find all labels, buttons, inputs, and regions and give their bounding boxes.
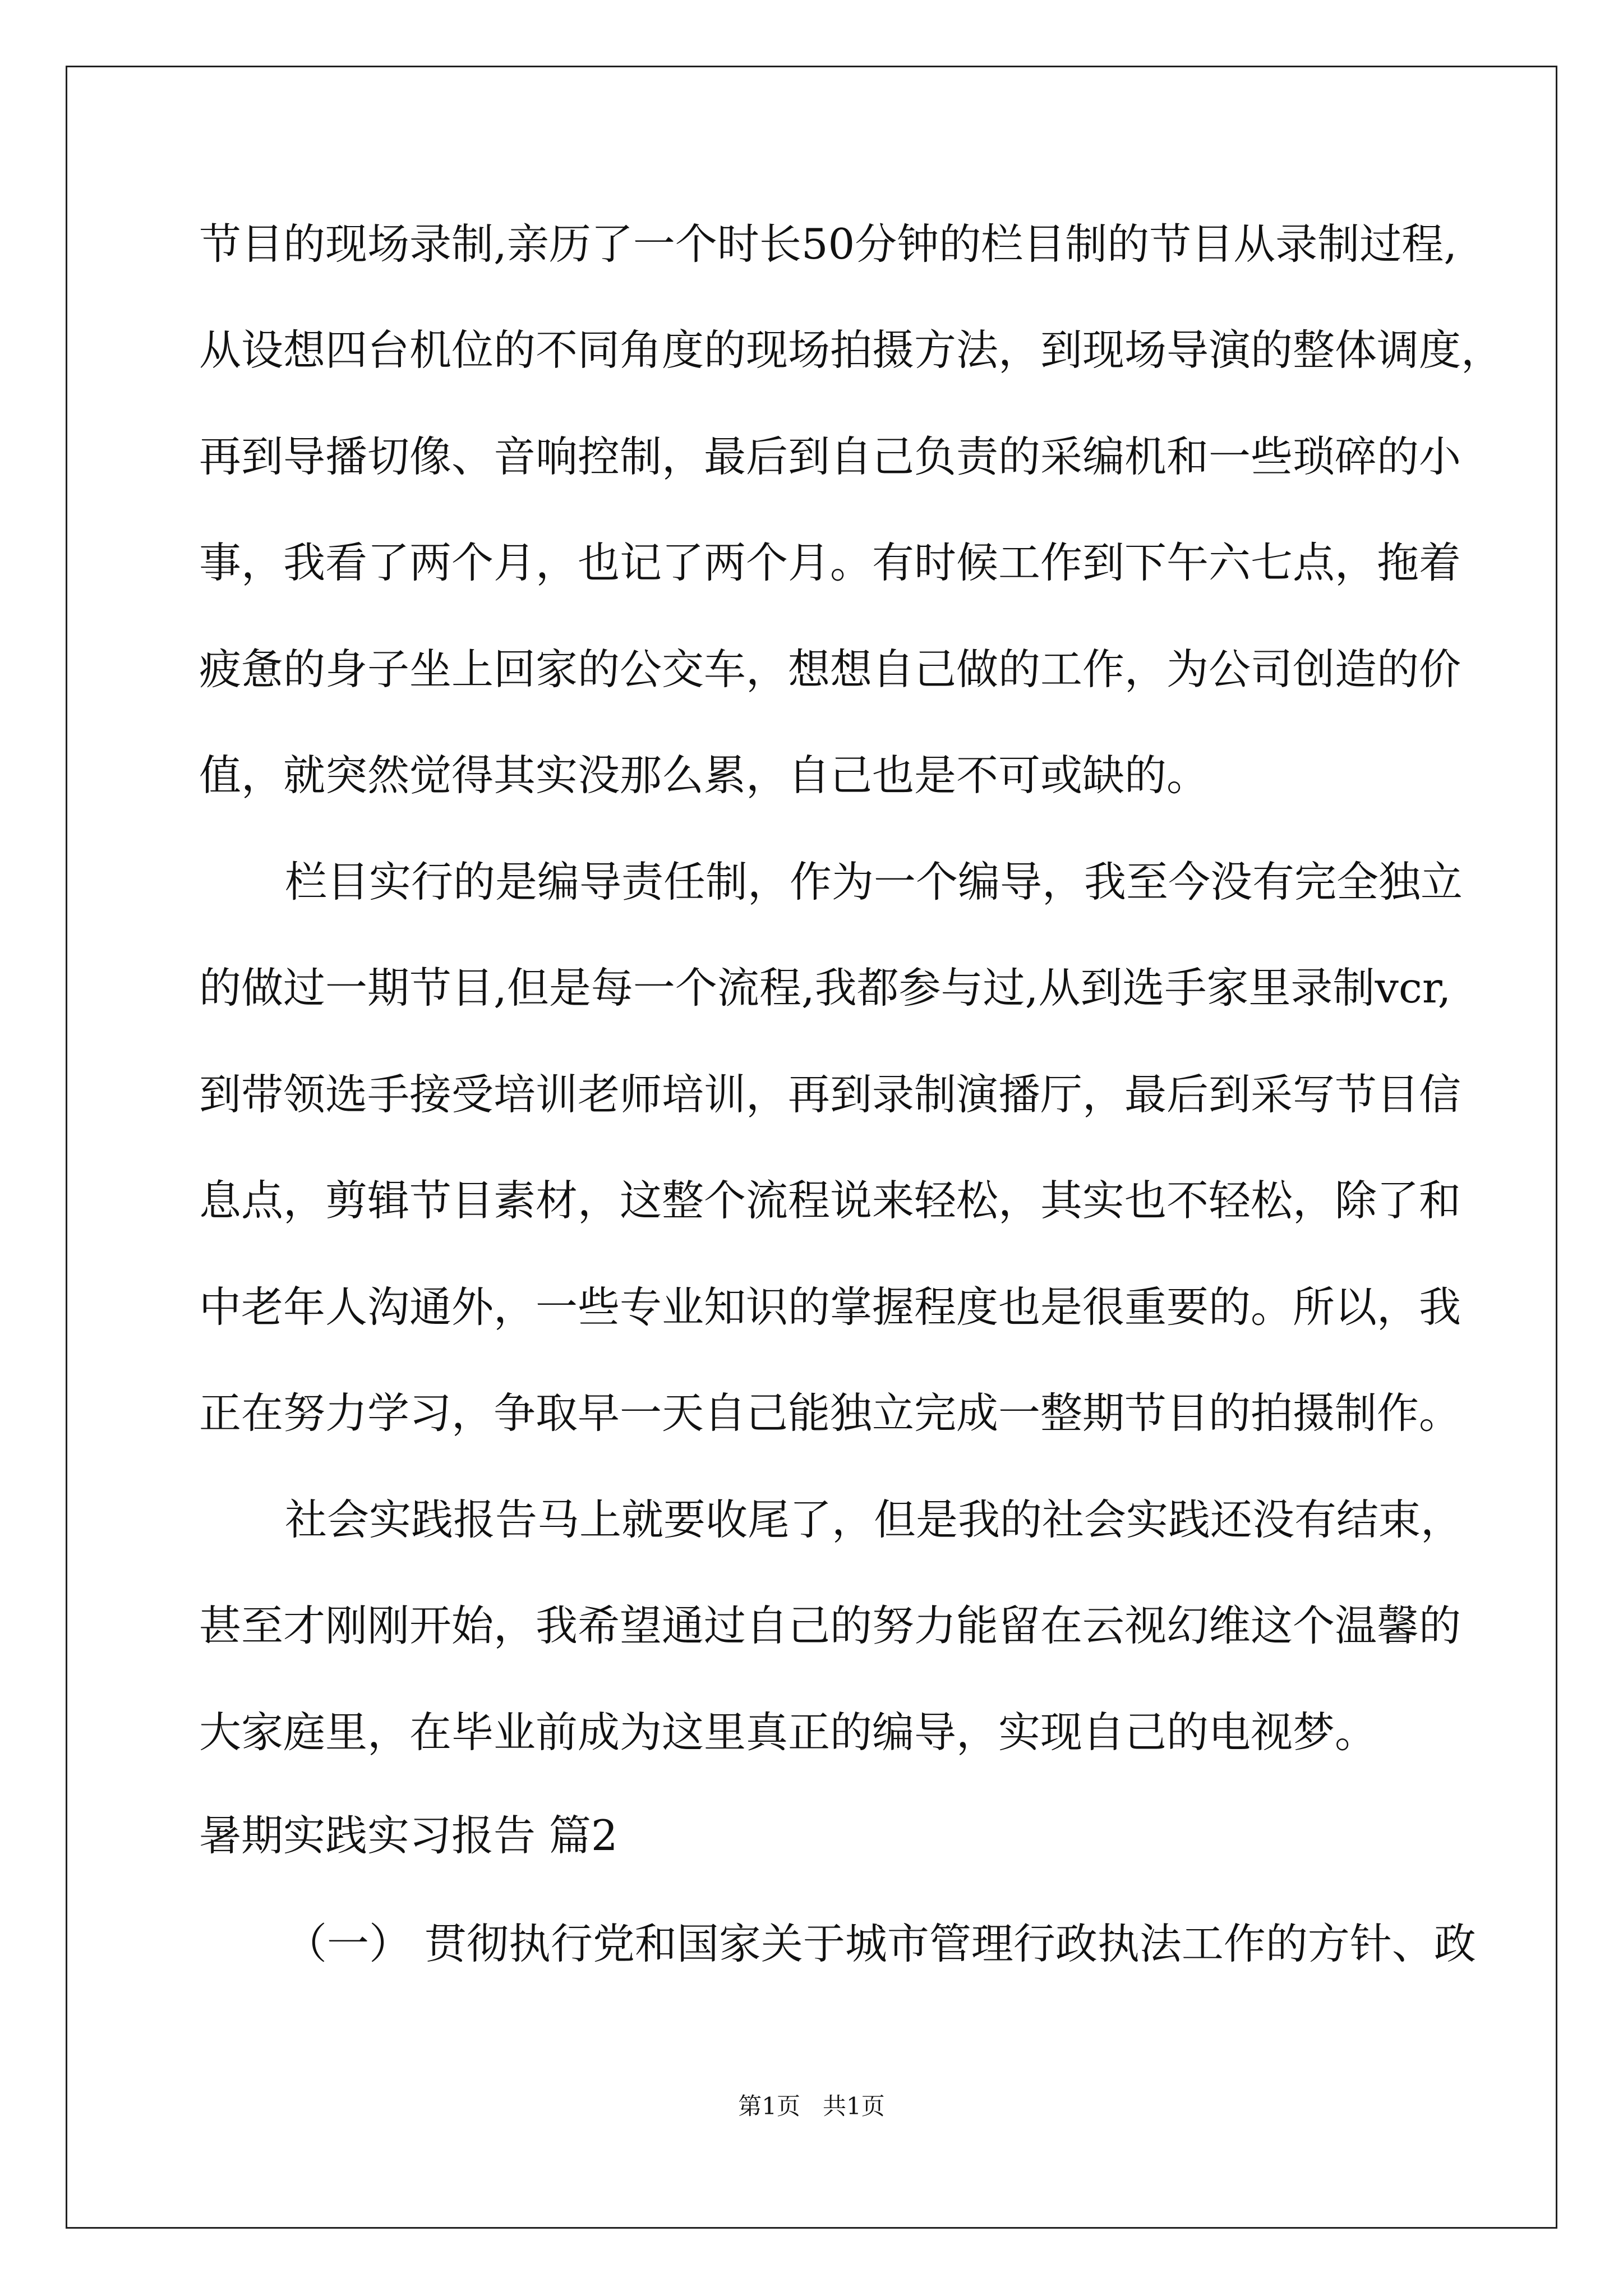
- body-line-3: 再到导播切像、音响控制，最后到自己负责的采编机和一些琐碎的小: [199, 432, 1461, 481]
- body-line-9: 到带领选手接受培训老师培训，再到录制演播厅，最后到采写节目信: [199, 1070, 1461, 1119]
- body-line-5: 疲惫的身子坐上回家的公交车，想想自己做的工作，为公司创造的价: [199, 645, 1461, 694]
- body-line-15: 大家庭里，在毕业前成为这里真正的编导，实现自己的电视梦。: [199, 1708, 1377, 1757]
- paragraph-2-line-1: 栏目实行的是编导责任制，作为一个编导，我至今没有完全独立: [285, 857, 1463, 907]
- body-line-14: 甚至才刚刚开始，我希望通过自己的努力能留在云视幻维这个温馨的: [199, 1601, 1461, 1650]
- paragraph-3-line-1: 社会实践报告马上就要收尾了，但是我的社会实践还没有结束，: [285, 1495, 1463, 1544]
- body-line-8: 的做过一期节目,但是每一个流程,我都参与过,从到选手家里录制vcr,: [199, 963, 1451, 1013]
- page-border: [66, 66, 1557, 2229]
- body-line-6: 值，就突然觉得其实没那么累，自己也是不可或缺的。: [199, 751, 1209, 800]
- body-line-1: 节目的现场录制,亲历了一个时长50分钟的栏目制的节目从录制过程,: [199, 219, 1458, 269]
- section-item-1: （一） 贯彻执行党和国家关于城市管理行政执法工作的方针、政: [285, 1919, 1476, 1968]
- body-line-12: 正在努力学习，争取早一天自己能独立完成一整期节目的拍摄制作。: [199, 1388, 1461, 1438]
- page-footer: 第1页 共1页: [738, 2092, 885, 2120]
- body-line-4: 事，我看了两个月，也记了两个月。有时候工作到下午六七点，拖着: [199, 538, 1461, 587]
- body-line-10: 息点，剪辑节目素材，这整个流程说来轻松，其实也不轻松，除了和: [199, 1176, 1461, 1225]
- body-line-2: 从设想四台机位的不同角度的现场拍摄方法，到现场导演的整体调度，: [199, 325, 1504, 375]
- body-line-11: 中老年人沟通外，一些专业知识的掌握程度也是很重要的。所以，我: [199, 1282, 1461, 1332]
- section-heading: 暑期实践实习报告 篇2: [199, 1811, 618, 1860]
